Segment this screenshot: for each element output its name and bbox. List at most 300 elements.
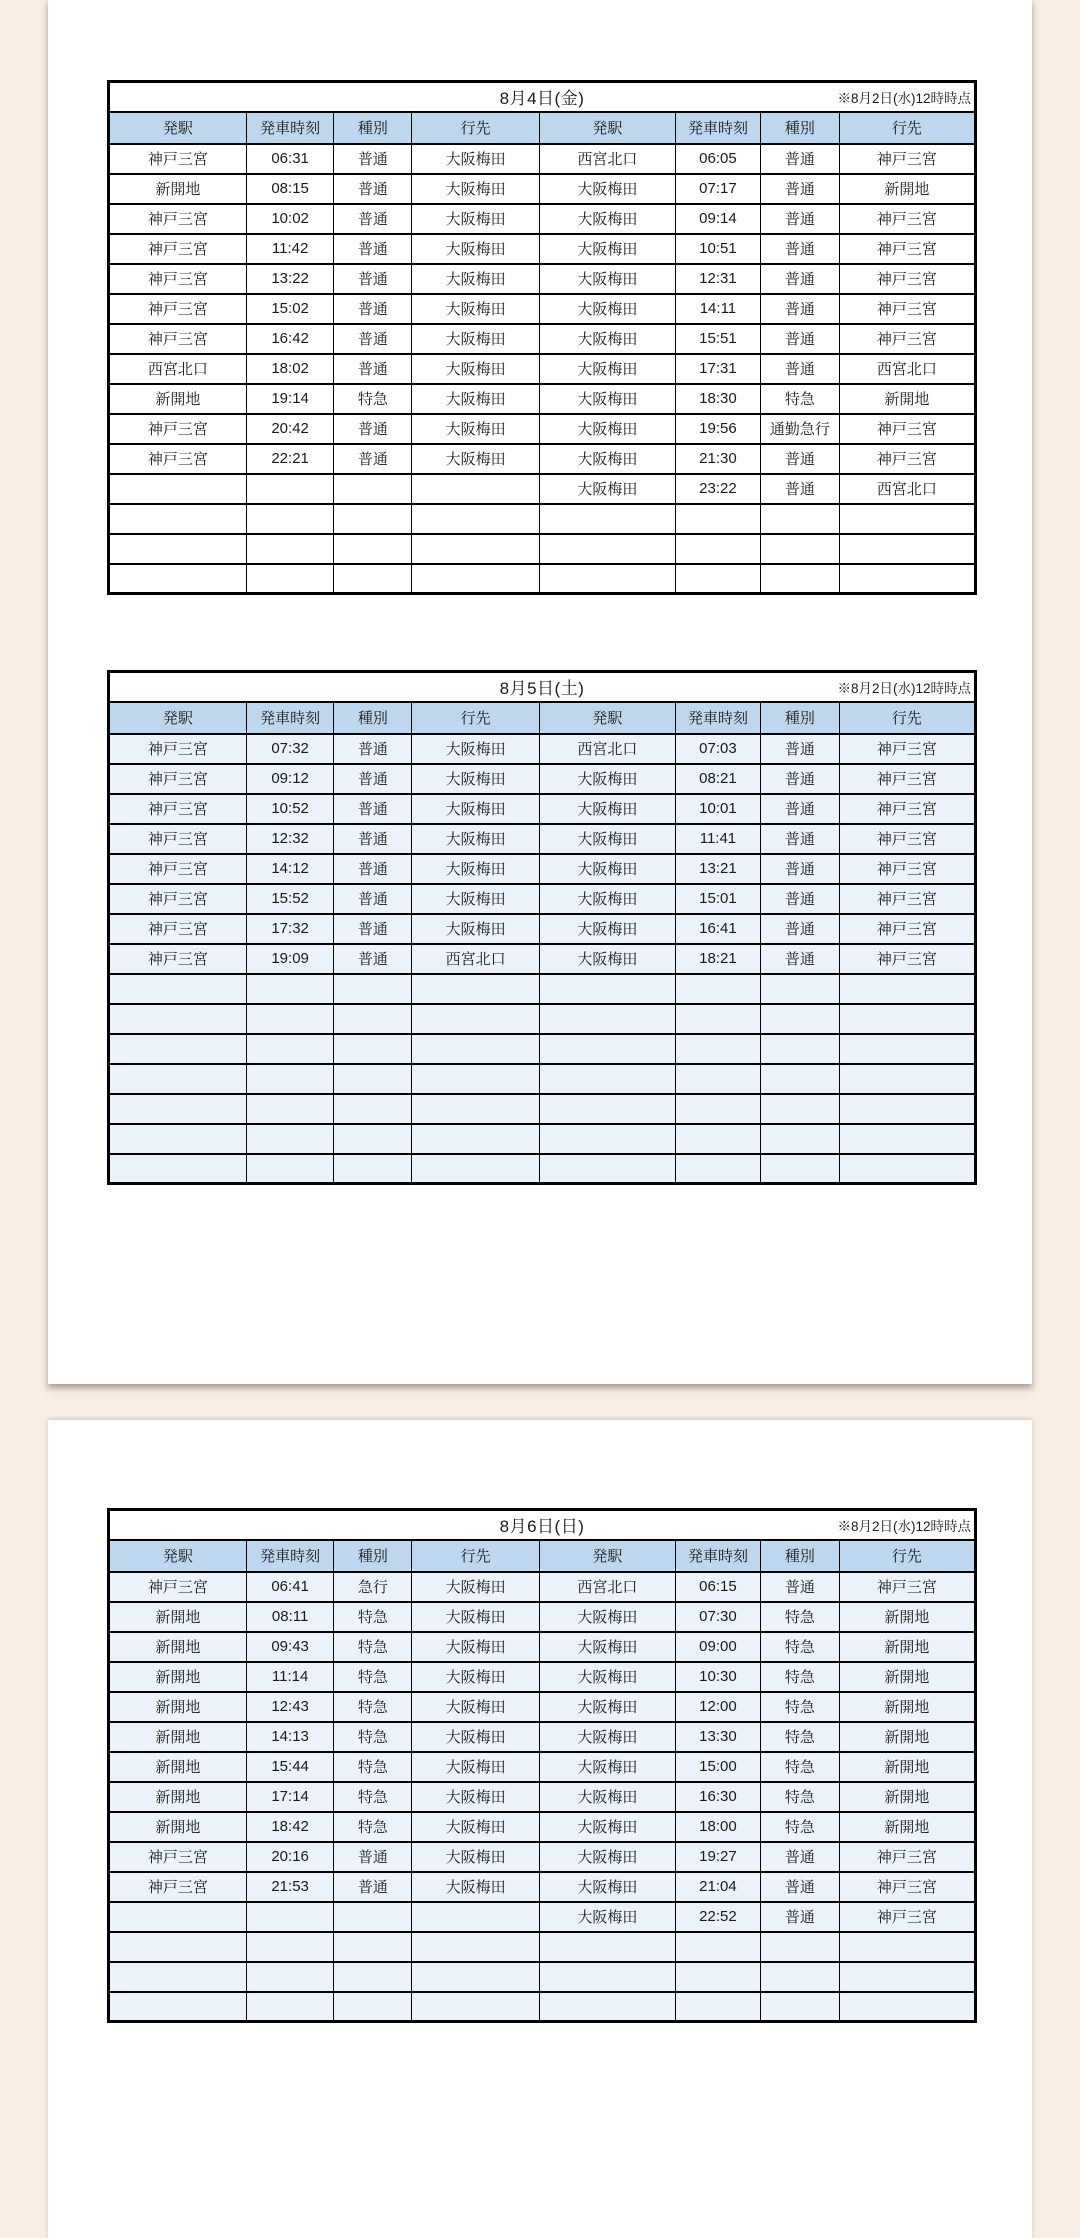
column-header-row <box>109 702 976 734</box>
table-cell: 特急 <box>760 1752 839 1782</box>
table-body <box>109 1572 976 2022</box>
table-row <box>109 1992 976 2022</box>
timetable-aug6 <box>107 1508 977 2023</box>
table-cell: 神戸三宮 <box>109 204 247 234</box>
table-cell: 07:17 <box>675 174 760 204</box>
table-cell <box>675 534 760 564</box>
column-header: 発車時刻 <box>246 112 334 144</box>
table-cell: 大阪梅田 <box>412 324 539 354</box>
table-cell: 大阪梅田 <box>412 354 539 384</box>
table-cell: 17:32 <box>246 914 334 944</box>
table-cell: 神戸三宮 <box>839 764 975 794</box>
table-cell: 新開地 <box>109 1752 247 1782</box>
table-row <box>109 824 976 854</box>
table-cell: 14:12 <box>246 854 334 884</box>
table-cell: 神戸三宮 <box>109 794 247 824</box>
table-cell <box>839 1154 975 1184</box>
table-cell: 21:30 <box>675 444 760 474</box>
table-cell: 神戸三宮 <box>839 234 975 264</box>
table-cell: 特急 <box>334 1662 412 1692</box>
table-cell: 18:30 <box>675 384 760 414</box>
table-cell <box>246 974 334 1004</box>
table-cell <box>412 504 539 534</box>
table-cell: 09:14 <box>675 204 760 234</box>
table-cell: 大阪梅田 <box>539 764 675 794</box>
table-cell: 普通 <box>760 794 839 824</box>
table-cell: 普通 <box>760 944 839 974</box>
table-row <box>109 294 976 324</box>
table-cell: 神戸三宮 <box>109 884 247 914</box>
table-cell: 16:41 <box>675 914 760 944</box>
table-cell <box>246 1004 334 1034</box>
table-cell: 神戸三宮 <box>839 1872 975 1902</box>
table-row <box>109 1632 976 1662</box>
table-cell: 普通 <box>760 1872 839 1902</box>
table-cell: 普通 <box>334 944 412 974</box>
table-cell: 新開地 <box>109 384 247 414</box>
table-cell: 14:13 <box>246 1722 334 1752</box>
table-cell: 普通 <box>334 1872 412 1902</box>
table-cell: 12:43 <box>246 1692 334 1722</box>
table-cell: 神戸三宮 <box>109 234 247 264</box>
table-cell: 神戸三宮 <box>109 1842 247 1872</box>
table-cell: 神戸三宮 <box>839 324 975 354</box>
column-header: 種別 <box>334 702 412 734</box>
table-cell: 06:05 <box>675 144 760 174</box>
table-cell: 大阪梅田 <box>539 174 675 204</box>
table-cell: 特急 <box>334 384 412 414</box>
table-cell: 大阪梅田 <box>539 444 675 474</box>
table-cell <box>839 1064 975 1094</box>
table-row <box>109 1004 976 1034</box>
table-cell: 神戸三宮 <box>109 764 247 794</box>
table-cell: 大阪梅田 <box>539 794 675 824</box>
table-cell: 特急 <box>760 1692 839 1722</box>
table-cell: 普通 <box>760 854 839 884</box>
column-header: 行先 <box>839 112 975 144</box>
table-cell: 普通 <box>760 444 839 474</box>
table-cell: 21:04 <box>675 1872 760 1902</box>
table-cell: 大阪梅田 <box>539 1692 675 1722</box>
table-cell: 大阪梅田 <box>539 884 675 914</box>
table-cell <box>760 1154 839 1184</box>
table-cell <box>412 1962 539 1992</box>
table-cell: 大阪梅田 <box>539 264 675 294</box>
table-cell: 08:21 <box>675 764 760 794</box>
table-cell: 特急 <box>760 1812 839 1842</box>
table-cell: 17:14 <box>246 1782 334 1812</box>
table-cell: 09:43 <box>246 1632 334 1662</box>
table-cell <box>109 1992 247 2022</box>
table-row <box>109 564 976 594</box>
table-cell: 大阪梅田 <box>412 1812 539 1842</box>
document-page-2 <box>48 1420 1032 2238</box>
table-cell: 西宮北口 <box>109 354 247 384</box>
table-cell <box>109 564 247 594</box>
table-cell: 特急 <box>334 1722 412 1752</box>
column-header: 発駅 <box>539 112 675 144</box>
table-row <box>109 914 976 944</box>
table-cell: 西宮北口 <box>839 354 975 384</box>
table-cell: 新開地 <box>839 1692 975 1722</box>
table-cell: 大阪梅田 <box>539 234 675 264</box>
table-cell: 新開地 <box>839 1602 975 1632</box>
table-cell: 普通 <box>760 734 839 764</box>
table-cell <box>839 1962 975 1992</box>
table-cell: 23:22 <box>675 474 760 504</box>
table-cell: 普通 <box>334 824 412 854</box>
table-cell <box>334 1064 412 1094</box>
table-cell <box>246 1992 334 2022</box>
table-body <box>109 144 976 594</box>
table-cell: 大阪梅田 <box>412 914 539 944</box>
table-cell <box>539 1932 675 1962</box>
table-cell: 大阪梅田 <box>539 1662 675 1692</box>
table-cell: 22:21 <box>246 444 334 474</box>
table-title-row <box>109 672 976 702</box>
table-cell: 大阪梅田 <box>412 414 539 444</box>
table-cell <box>539 564 675 594</box>
table-cell: 新開地 <box>839 1812 975 1842</box>
table-cell: 普通 <box>760 1902 839 1932</box>
table-cell <box>109 534 247 564</box>
table-row <box>109 944 976 974</box>
table-row <box>109 444 976 474</box>
table-cell: 大阪梅田 <box>412 1692 539 1722</box>
table-cell: 大阪梅田 <box>412 824 539 854</box>
table-cell <box>760 1992 839 2022</box>
table-cell: 大阪梅田 <box>539 384 675 414</box>
table-cell: 普通 <box>760 354 839 384</box>
table-cell: 14:11 <box>675 294 760 324</box>
table-row <box>109 264 976 294</box>
table-cell: 新開地 <box>109 174 247 204</box>
table-cell: 特急 <box>760 1722 839 1752</box>
table-cell <box>246 1124 334 1154</box>
table-cell: 特急 <box>760 1782 839 1812</box>
table-cell: 特急 <box>334 1782 412 1812</box>
table-cell <box>839 1004 975 1034</box>
table-row <box>109 174 976 204</box>
table-cell <box>109 504 247 534</box>
table-cell: 大阪梅田 <box>539 914 675 944</box>
table-cell <box>412 1004 539 1034</box>
table-title-row <box>109 82 976 112</box>
table-title-cell <box>109 1510 976 1540</box>
table-cell <box>675 1124 760 1154</box>
table-cell <box>412 564 539 594</box>
table-title-cell <box>109 82 976 112</box>
table-cell: 神戸三宮 <box>839 264 975 294</box>
table-row <box>109 534 976 564</box>
table-cell: 大阪梅田 <box>539 354 675 384</box>
table-cell: 大阪梅田 <box>539 1752 675 1782</box>
table-cell <box>246 1902 334 1932</box>
table-row <box>109 504 976 534</box>
table-cell: 神戸三宮 <box>109 294 247 324</box>
table-cell: 18:21 <box>675 944 760 974</box>
table-cell: 22:52 <box>675 1902 760 1932</box>
table-cell: 普通 <box>334 854 412 884</box>
table-cell: 普通 <box>760 234 839 264</box>
column-header: 種別 <box>760 1540 839 1572</box>
timetable-aug4 <box>107 80 977 595</box>
table-cell <box>109 1124 247 1154</box>
table-cell: 新開地 <box>109 1692 247 1722</box>
table-cell: 普通 <box>334 884 412 914</box>
table-row <box>109 1154 976 1184</box>
table-cell <box>675 1932 760 1962</box>
table-cell: 大阪梅田 <box>412 764 539 794</box>
table-cell: 普通 <box>760 884 839 914</box>
table-cell: 09:12 <box>246 764 334 794</box>
column-header: 行先 <box>412 112 539 144</box>
table-cell: 大阪梅田 <box>412 234 539 264</box>
table-cell: 神戸三宮 <box>109 414 247 444</box>
document-page-1 <box>48 0 1032 1384</box>
table-cell <box>760 1094 839 1124</box>
table-cell: 07:03 <box>675 734 760 764</box>
table-cell: 21:53 <box>246 1872 334 1902</box>
table-cell: 特急 <box>760 1632 839 1662</box>
table-cell <box>246 564 334 594</box>
table-cell: 大阪梅田 <box>539 824 675 854</box>
column-header: 種別 <box>334 112 412 144</box>
table-cell: 06:41 <box>246 1572 334 1602</box>
column-header: 行先 <box>412 1540 539 1572</box>
table-cell <box>760 504 839 534</box>
table-cell: 普通 <box>334 354 412 384</box>
table-cell: 普通 <box>334 734 412 764</box>
table-row <box>109 884 976 914</box>
table-cell <box>839 534 975 564</box>
table-cell: 16:30 <box>675 1782 760 1812</box>
table-cell <box>412 1094 539 1124</box>
table-cell <box>246 1034 334 1064</box>
table-cell <box>539 1154 675 1184</box>
table-cell: 普通 <box>760 1572 839 1602</box>
table-cell <box>109 1932 247 1962</box>
table-cell: 18:00 <box>675 1812 760 1842</box>
table-cell: 10:01 <box>675 794 760 824</box>
table-cell: 新開地 <box>109 1812 247 1842</box>
column-header: 種別 <box>760 702 839 734</box>
table-cell <box>246 1962 334 1992</box>
table-cell: 普通 <box>760 204 839 234</box>
table-cell <box>839 564 975 594</box>
table-row <box>109 1692 976 1722</box>
table-cell: 大阪梅田 <box>539 1872 675 1902</box>
table-cell: 12:32 <box>246 824 334 854</box>
table-row <box>109 354 976 384</box>
table-row <box>109 474 976 504</box>
column-header-row <box>109 1540 976 1572</box>
table-cell: 神戸三宮 <box>839 1902 975 1932</box>
table-cell: 普通 <box>760 264 839 294</box>
table-cell: 特急 <box>334 1812 412 1842</box>
table-cell <box>412 1992 539 2022</box>
table-cell: 西宮北口 <box>839 474 975 504</box>
table-cell <box>539 1124 675 1154</box>
table-cell <box>109 1962 247 1992</box>
table-row <box>109 324 976 354</box>
table-cell: 19:09 <box>246 944 334 974</box>
table-cell: 大阪梅田 <box>539 1722 675 1752</box>
table-cell <box>675 1034 760 1064</box>
table-cell: 普通 <box>760 324 839 354</box>
table-cell: 急行 <box>334 1572 412 1602</box>
table-cell: 神戸三宮 <box>839 1572 975 1602</box>
table-cell <box>334 474 412 504</box>
table-cell: 普通 <box>760 474 839 504</box>
table-cell <box>539 1962 675 1992</box>
table-cell: 15:52 <box>246 884 334 914</box>
table-cell: 大阪梅田 <box>412 1572 539 1602</box>
table-cell: 特急 <box>334 1632 412 1662</box>
table-cell: 19:14 <box>246 384 334 414</box>
table-row <box>109 1064 976 1094</box>
table-cell: 新開地 <box>839 174 975 204</box>
table-cell: 特急 <box>760 1602 839 1632</box>
table-cell: 神戸三宮 <box>839 444 975 474</box>
table-cell: 神戸三宮 <box>839 144 975 174</box>
table-cell: 新開地 <box>109 1662 247 1692</box>
column-header: 行先 <box>839 1540 975 1572</box>
table-cell: 大阪梅田 <box>412 384 539 414</box>
table-row <box>109 1782 976 1812</box>
table-row <box>109 1572 976 1602</box>
table-cell: 大阪梅田 <box>412 734 539 764</box>
table-cell <box>334 974 412 1004</box>
table-note: ※8月2日(水)12時時点 <box>837 90 971 106</box>
table-cell: 10:02 <box>246 204 334 234</box>
table-cell: 大阪梅田 <box>412 294 539 324</box>
table-cell: 普通 <box>760 824 839 854</box>
table-cell: 神戸三宮 <box>839 294 975 324</box>
table-row <box>109 1722 976 1752</box>
table-cell: 08:11 <box>246 1602 334 1632</box>
table-cell <box>109 1154 247 1184</box>
table-cell: 大阪梅田 <box>412 1722 539 1752</box>
table-cell: 普通 <box>334 204 412 234</box>
table-cell: 特急 <box>334 1602 412 1632</box>
table-cell: 10:30 <box>675 1662 760 1692</box>
table-cell: 大阪梅田 <box>412 884 539 914</box>
table-row <box>109 414 976 444</box>
table-cell: 新開地 <box>839 384 975 414</box>
table-body <box>109 734 976 1184</box>
table-cell <box>334 1154 412 1184</box>
table-cell: 特急 <box>334 1752 412 1782</box>
table-cell <box>760 974 839 1004</box>
table-cell <box>760 1932 839 1962</box>
table-cell <box>839 1992 975 2022</box>
table-cell <box>246 504 334 534</box>
table-row <box>109 1602 976 1632</box>
table-cell <box>412 974 539 1004</box>
table-cell: 普通 <box>334 1842 412 1872</box>
table-cell: 大阪梅田 <box>539 1782 675 1812</box>
table-cell <box>839 974 975 1004</box>
table-cell <box>246 1932 334 1962</box>
table-cell: 普通 <box>334 294 412 324</box>
table-row <box>109 204 976 234</box>
table-row <box>109 384 976 414</box>
table-cell <box>412 474 539 504</box>
table-cell <box>412 1932 539 1962</box>
table-cell: 大阪梅田 <box>412 1752 539 1782</box>
table-cell: 神戸三宮 <box>109 914 247 944</box>
table-cell: 大阪梅田 <box>539 944 675 974</box>
timetable-aug5 <box>107 670 977 1185</box>
table-cell: 神戸三宮 <box>109 824 247 854</box>
table-cell: 13:21 <box>675 854 760 884</box>
table-cell: 西宮北口 <box>539 734 675 764</box>
table-cell: 15:51 <box>675 324 760 354</box>
column-header: 発車時刻 <box>675 702 760 734</box>
table-cell: 07:32 <box>246 734 334 764</box>
table-cell: 大阪梅田 <box>412 1782 539 1812</box>
table-cell: 20:42 <box>246 414 334 444</box>
table-cell: 新開地 <box>839 1722 975 1752</box>
table-cell: 普通 <box>334 444 412 474</box>
table-cell: 18:02 <box>246 354 334 384</box>
table-cell <box>675 1992 760 2022</box>
table-cell: 18:42 <box>246 1812 334 1842</box>
table-cell <box>839 1034 975 1064</box>
table-cell <box>334 1094 412 1124</box>
column-header-row <box>109 112 976 144</box>
table-cell <box>839 1094 975 1124</box>
table-cell <box>675 974 760 1004</box>
table-cell: 15:00 <box>675 1752 760 1782</box>
table-cell <box>839 1932 975 1962</box>
table-cell: 11:14 <box>246 1662 334 1692</box>
table-cell <box>760 564 839 594</box>
table-cell: 普通 <box>760 174 839 204</box>
table-note: ※8月2日(水)12時時点 <box>837 680 971 696</box>
table-cell <box>675 504 760 534</box>
column-header: 発駅 <box>539 702 675 734</box>
table-cell: 普通 <box>334 234 412 264</box>
table-row <box>109 854 976 884</box>
table-cell <box>109 474 247 504</box>
table-cell: 大阪梅田 <box>412 1872 539 1902</box>
table-cell: 神戸三宮 <box>839 1842 975 1872</box>
table-cell <box>539 1992 675 2022</box>
table-cell: 大阪梅田 <box>539 1842 675 1872</box>
table-cell: 神戸三宮 <box>839 794 975 824</box>
table-cell: 普通 <box>334 174 412 204</box>
table-cell: 新開地 <box>109 1782 247 1812</box>
table-cell <box>760 1064 839 1094</box>
table-cell: 新開地 <box>839 1782 975 1812</box>
table-row <box>109 1034 976 1064</box>
table-cell <box>539 1064 675 1094</box>
table-cell <box>334 504 412 534</box>
table-row <box>109 1932 976 1962</box>
table-cell: 12:31 <box>675 264 760 294</box>
table-row <box>109 1094 976 1124</box>
table-cell: 13:22 <box>246 264 334 294</box>
table-cell: 神戸三宮 <box>109 944 247 974</box>
table-title-cell <box>109 672 976 702</box>
table-cell <box>246 534 334 564</box>
table-cell <box>109 1004 247 1034</box>
table-row <box>109 1872 976 1902</box>
table-cell: 神戸三宮 <box>839 414 975 444</box>
table-cell <box>334 1124 412 1154</box>
